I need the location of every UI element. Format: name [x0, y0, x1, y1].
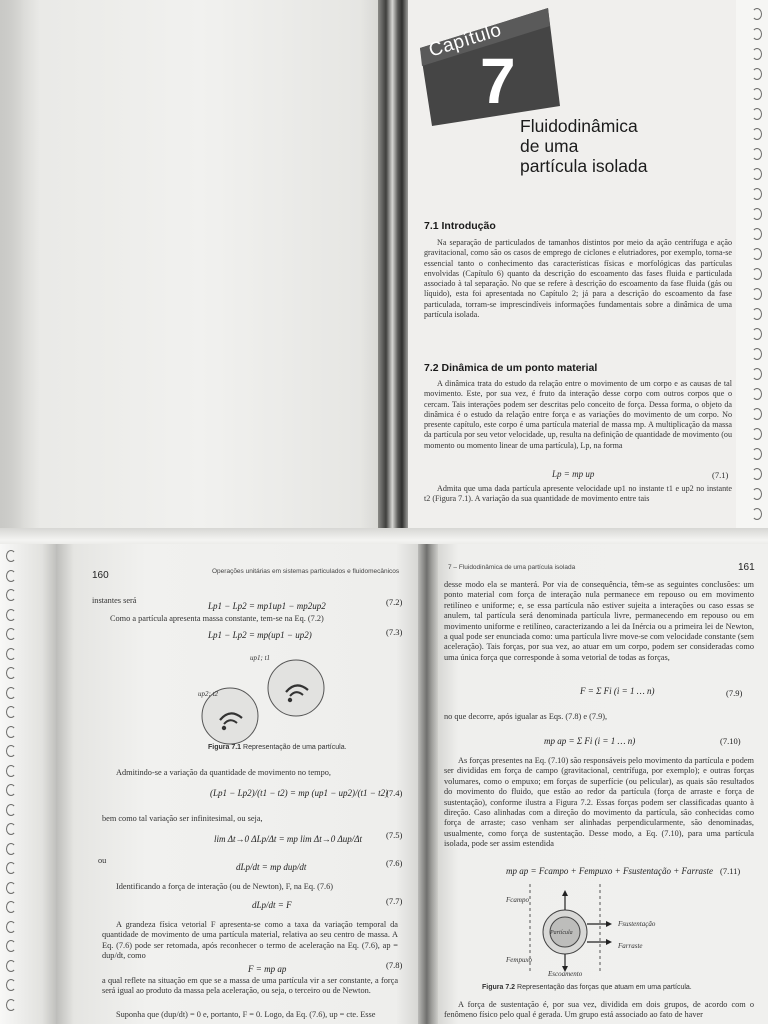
text-line: no que decorre, após igualar as Eqs. (7.8) e (7.9),: [444, 712, 608, 721]
spiral-ring: [6, 745, 16, 757]
figure-caption-text: Representação de uma partícula.: [243, 744, 347, 751]
chapter-number: 7: [480, 45, 516, 117]
text-line: Admitindo-se a variação da quantidade de movimento no tempo,: [116, 768, 331, 777]
paragraph: A dinâmica trata do estudo da relação entre o movimento de um corpo e as causas de tal movimento. Este, por sua vez, é fruto da interação desse corpo com outros corpos que o cercam. Tais interações podem ser descritas pelo conceito de força. Dessa forma, o objeto da dinâmica é o estudo da relação entre força e as variações do movimento de um corpo. No presente capítulo, este corpo é uma partícula material de massa mp. A multiplicação da massa da partícula por seu vetor velocidade, up, resulta na definição de quantidade de movimento (ou momento ou momento linear de uma partícula), Lp, na forma: [424, 379, 732, 450]
section-heading-7-2: 7.2 Dinâmica de um ponto material: [424, 362, 598, 374]
spiral-ring: [752, 308, 762, 320]
spiral-ring: [752, 508, 762, 520]
equation-7-10: mp ap = Σ Fi (i = 1 … n): [544, 736, 636, 746]
spiral-ring: [6, 550, 16, 562]
figure-label: Escoamento: [548, 970, 583, 978]
spiral-ring: [752, 368, 762, 380]
chapter-banner: [420, 8, 560, 126]
equation-number: (7.3): [386, 627, 403, 637]
equation-number: (7.11): [720, 866, 741, 876]
equation-7-5: lim Δt→0 ΔLp/Δt = mp lim Δt→0 Δup/Δt: [214, 834, 363, 844]
spiral-ring: [6, 765, 16, 777]
spiral-ring: [6, 804, 16, 816]
figure-label: Fsustentação: [618, 920, 656, 928]
figure-label: Partícula: [550, 930, 573, 936]
particle-diagram: [186, 652, 336, 748]
spiral-ring: [6, 726, 16, 738]
book-gutter: [418, 544, 440, 1024]
equation-7-4: (Lp1 − Lp2)/(t1 − t2) = mp (up1 − up2)/(t1 − t2): [210, 788, 389, 798]
chapter-title-line: Fluidodinâmica: [520, 116, 638, 136]
figure-label: Fempuxo: [506, 956, 533, 964]
spiral-ring: [752, 128, 762, 140]
page-number: 161: [738, 562, 755, 573]
bottom-spread: [0, 544, 768, 1024]
spiral-ring: [6, 979, 16, 991]
equation-7-11: mp ap = Fcampo + Fempuxo + Fsustentação + Farraste: [506, 866, 714, 876]
chapter-label: Capítulo: [426, 19, 505, 62]
spiral-ring: [752, 168, 762, 180]
chapter-title-line: partícula isolada: [520, 156, 648, 176]
figure-label: Fcampo: [506, 896, 529, 904]
equation-7-7: dLp/dt = F: [252, 900, 292, 910]
spiral-ring: [752, 468, 762, 480]
spiral-ring: [752, 48, 762, 60]
spiral-ring: [6, 609, 16, 621]
spiral-ring: [752, 148, 762, 160]
equation-number: (7.2): [386, 597, 403, 607]
spiral-ring: [752, 228, 762, 240]
equation-7-3: Lp1 − Lp2 = mp(up1 − up2): [208, 630, 312, 640]
spiral-ring: [6, 706, 16, 718]
text-line: bem como tal variação ser infinitesimal, ou seja,: [102, 814, 263, 823]
section-heading-7-1: 7.1 Introdução: [424, 220, 496, 232]
figure-label: up2; t2: [198, 690, 219, 698]
spiral-ring: [752, 328, 762, 340]
equation-7-8: F = mp ap: [248, 964, 287, 974]
spiral-ring: [752, 208, 762, 220]
section-7-1-text: [424, 238, 732, 320]
paragraph: desse modo ela se manterá. Por via de consequência, têm-se as seguintes conclusões: um ponto material com força de interação nula permanece em repouso ou em movimento retilíneo e uniforme; e, se essa partícula não estiver sujeita a interações ou caso essas se anulem, tal partícula será denominada partícula livre, permanecendo em repouso ou em movimento uniforme e retilíneo, caracterizando a lei da Inércia ou a primeira lei de Newton, a qual pode ser enunciada como: uma partícula livre move-se com velocidade constante (sem aceleração). Tais forças, por sua vez, ao atuar em um corpo, podem ser consideradas como uma única força que corresponde à soma vetorial de todas as forças,: [444, 580, 754, 662]
page-number: 160: [92, 570, 109, 581]
spiral-ring: [752, 268, 762, 280]
figure-caption: [482, 984, 692, 991]
spiral-ring: [6, 882, 16, 894]
spiral-ring: [6, 784, 16, 796]
spiral-ring: [6, 823, 16, 835]
equation-7-1: Lp = mp up: [552, 469, 595, 479]
spiral-ring: [6, 960, 16, 972]
equation-number: (7.4): [386, 788, 403, 798]
spiral-ring: [6, 589, 16, 601]
paragraph: Admita que uma dada partícula apresente velocidade up1 no instante t1 e up2 no instante t2 (Figura 7.1). A variação da sua quantidade de movimento entre tais: [424, 484, 732, 504]
chapter-title: [520, 116, 730, 176]
paragraph: Suponha que (dup/dt) = 0 e, portanto, F = 0. Logo, da Eq. (7.6), up = cte. Esse: [116, 1010, 376, 1019]
text-line: instantes será: [92, 596, 137, 605]
page-edge: [736, 0, 768, 528]
equation-7-2: Lp1 − Lp2 = mp1up1 − mp2up2: [208, 601, 326, 611]
spiral-ring: [752, 388, 762, 400]
paragraph: A grandeza física vetorial F apresenta-se como a taxa da variação temporal da quantidade de movimento de uma partícula material, relativa ao seu centro de massa. A Eq. (7.6) pode ser retomada, após reconhecer o termo de aceleração na Eq. (7.6), ap = dup/dt, como: [102, 920, 398, 961]
equation-number: (7.10): [720, 736, 741, 746]
chapter-title-line: de uma: [520, 136, 579, 156]
spiral-ring: [752, 68, 762, 80]
spiral-ring: [752, 408, 762, 420]
figure-label: Farraste: [618, 942, 643, 950]
equation-7-6: dLp/dt = mp dup/dt: [236, 862, 307, 872]
equation-number: (7.8): [386, 960, 403, 970]
paragraph: As forças presentes na Eq. (7.10) são responsáveis pelo movimento da partícula e podem ser divididas em força de campo (gravitacional, centrífuga, por exemplo); e outras forças volumares, como o empuxo; em forças de superfície (ou pelicular), as quais são resultados do movimento do fluido, que estão ao redor da partícula (força de arraste e força de sustentação), conforme ilustra a Figura 7.2. Essas forças podem ser classificadas quanto à direção. Caso alinhadas com a direção do movimento da partícula, são conhecidas como força de arraste; caso venham ser alinhadas perpendicularmente, são denominadas, usualmente, como força de sustentação. Desse modo, a Eq. (7.10), para uma partícula isolada, pode ser assim estendida: [444, 756, 754, 849]
figure-caption: [208, 744, 347, 751]
equation-7-9: F = Σ Fi (i = 1 … n): [580, 686, 655, 696]
spiral-ring: [752, 188, 762, 200]
section-7-2-text: [424, 379, 732, 451]
spiral-ring: [752, 428, 762, 440]
text-line: ou: [98, 856, 107, 865]
spiral-ring: [752, 108, 762, 120]
equation-number: (7.7): [386, 896, 403, 906]
figure-label: up1; t1: [250, 654, 271, 662]
paragraph: a qual reflete na situação em que se a massa de uma partícula vir a ser constante, a força será igual ao produto da massa pela aceleração, ou seja, o terceiro ou de Newton.: [102, 976, 398, 996]
book-gutter: [378, 0, 410, 528]
equation-number: (7.1): [712, 470, 729, 480]
equation-number: (7.9): [726, 688, 743, 698]
spiral-ring: [6, 999, 16, 1011]
spiral-ring: [6, 940, 16, 952]
text-line: Como a partícula apresenta massa constante, tem-se na Eq. (7.2): [110, 614, 324, 623]
figure-caption-text: Representação das forças que atuam em uma partícula.: [517, 984, 692, 991]
spiral-ring: [6, 901, 16, 913]
text-line: Identificando a força de interação (ou de Newton), F, na Eq. (7.6): [116, 882, 334, 891]
spiral-ring: [6, 687, 16, 699]
spiral-ring: [6, 648, 16, 660]
blank-left-page: [0, 0, 392, 528]
spiral-ring: [752, 28, 762, 40]
spiral-ring: [6, 570, 16, 582]
spiral-ring: [752, 248, 762, 260]
spiral-ring: [6, 667, 16, 679]
spiral-ring: [6, 628, 16, 640]
spiral-ring: [752, 8, 762, 20]
spiral-ring: [752, 488, 762, 500]
figure-caption-number: Figura 7.2: [482, 984, 516, 991]
spiral-ring: [752, 448, 762, 460]
section-7-2-continuation: [424, 484, 732, 505]
spiral-ring: [6, 843, 16, 855]
figure-caption-number: Figura 7.1: [208, 744, 242, 751]
running-head: Operações unitárias em sistemas particulados e fluidomecânicos: [212, 568, 400, 575]
spiral-ring: [752, 88, 762, 100]
spiral-ring: [6, 921, 16, 933]
equation-number: (7.5): [386, 830, 403, 840]
spiral-ring: [752, 288, 762, 300]
spiral-ring: [752, 348, 762, 360]
paragraph: A força de sustentação é, por sua vez, dividida em dois grupos, de acordo com o fenômeno físico pelo qual é gerada. Um grupo está associado ao fato de haver: [444, 1000, 754, 1020]
spiral-ring: [6, 862, 16, 874]
running-head: 7 – Fluidodinâmica de uma partícula isolada: [448, 564, 576, 571]
paragraph: Na separação de particulados de tamanhos distintos por meio da ação centrífuga e ação gravitacional, como são os casos de emprego de ciclones e elutriadores, por exemplo, torna-se essencial tanto o conhecimento das características físicas e morfológicas das partículas envolvidas (Capítulo 6) quanto da descrição do escoamento das fases fluida e particulada associado à tal separação. No que se refere à descrição do escoamento da fase fluida (gás ou líquido), esta foi apresentada no Capítulo 2; já para a descrição do escoamento da fase particulada, torram-se imprescindíveis informações fundamentais sobre a dinâmica de uma partícula isolada.: [424, 238, 732, 320]
equation-number: (7.6): [386, 858, 403, 868]
